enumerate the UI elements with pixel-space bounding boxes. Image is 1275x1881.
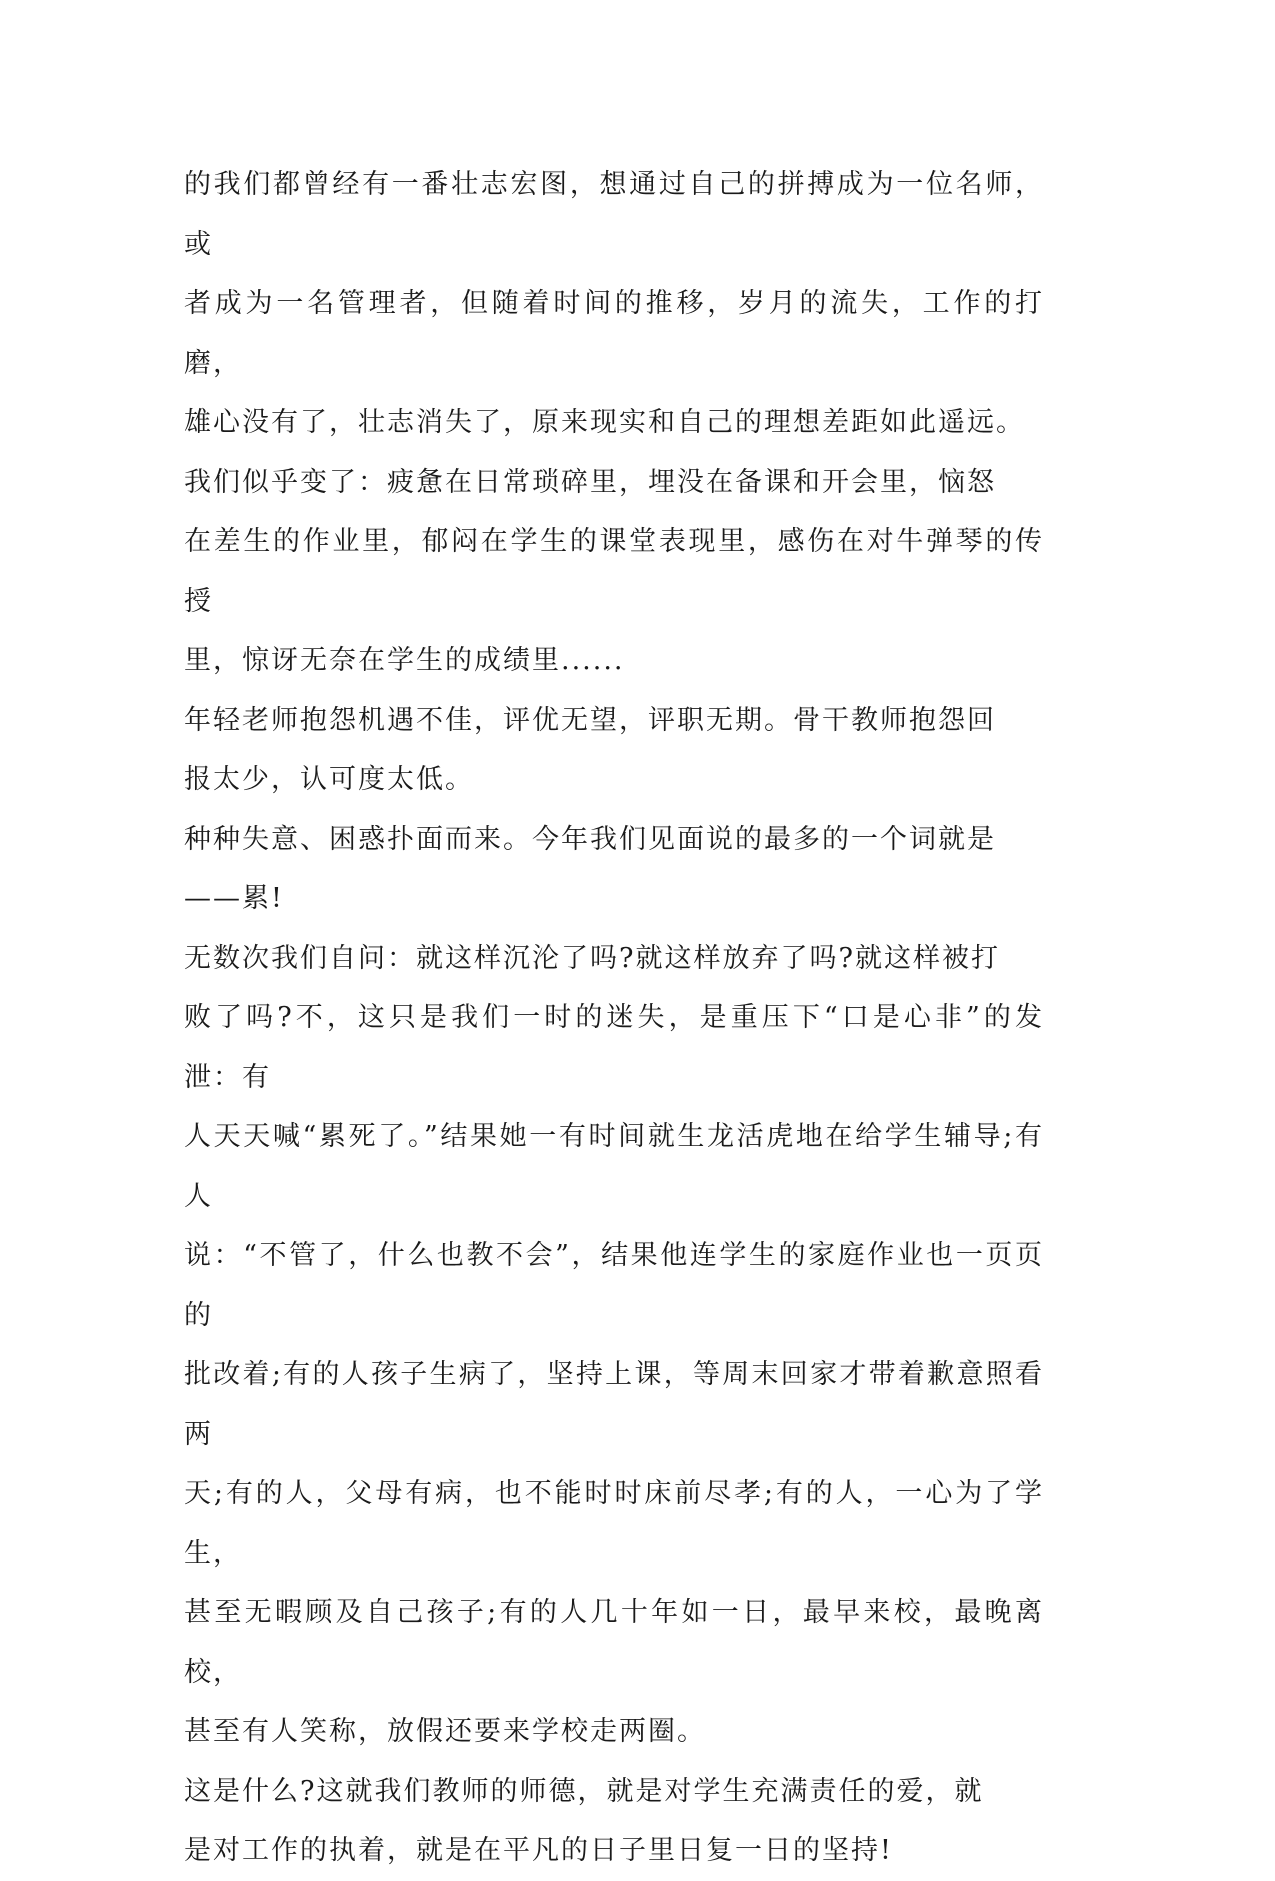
paragraph: 无数次我们自问：就这样沉沦了吗?就这样放弃了吗?就这样被打 败了吗?不，这只是我们一时的迷失，是重压下“口是心非”的发泄：有 人天天喊“累死了。”结果她一有时间就生龙活虎地在给学生辅导;有人 说：“不管了，什么也教不会”，结果他连学生的家庭作业也一页页的 批改着;有的人孩子生病了，坚持上课，等周末回家才带着歉意照看两 天;有的人，父母有病，也不能时时床前尽孝;有的人，一心为了学生， 甚至无暇顾及自己孩子;有的人几十年如一日，最早来校，最晚离校， 甚至有人笑称，放假还要来学校走两圈。 — [184, 942, 1044, 1747]
paragraph: 的我们都曾经有一番壮志宏图，想通过自己的拼搏成为一位名师，或 者成为一名管理者，但随着时间的推移，岁月的流失，工作的打磨， 雄心没有了，壮志消失了，原来现实和自己的理想差距如此遥远。 — [184, 169, 1044, 438]
paragraph: 这是什么?这就我们教师的师德，就是对学生充满责任的爱，就 是对工作的执着，就是在平凡的日子里日复一日的坚持! — [184, 1775, 984, 1866]
paragraph: 我们似乎变了：疲惫在日常琐碎里，埋没在备课和开会里，恼怒 在差生的作业里，郁闷在学生的课堂表现里，感伤在对牛弹琴的传授 里，惊讶无奈在学生的成绩里...... — [184, 466, 1044, 676]
paragraph: 年轻老师抱怨机遇不佳，评优无望，评职无期。骨干教师抱怨回 报太少，认可度太低。 — [184, 704, 996, 795]
document-body — [184, 155, 1044, 1881]
paragraph: 种种失意、困惑扑面而来。今年我们见面说的最多的一个词就是 ——累! — [184, 823, 996, 914]
